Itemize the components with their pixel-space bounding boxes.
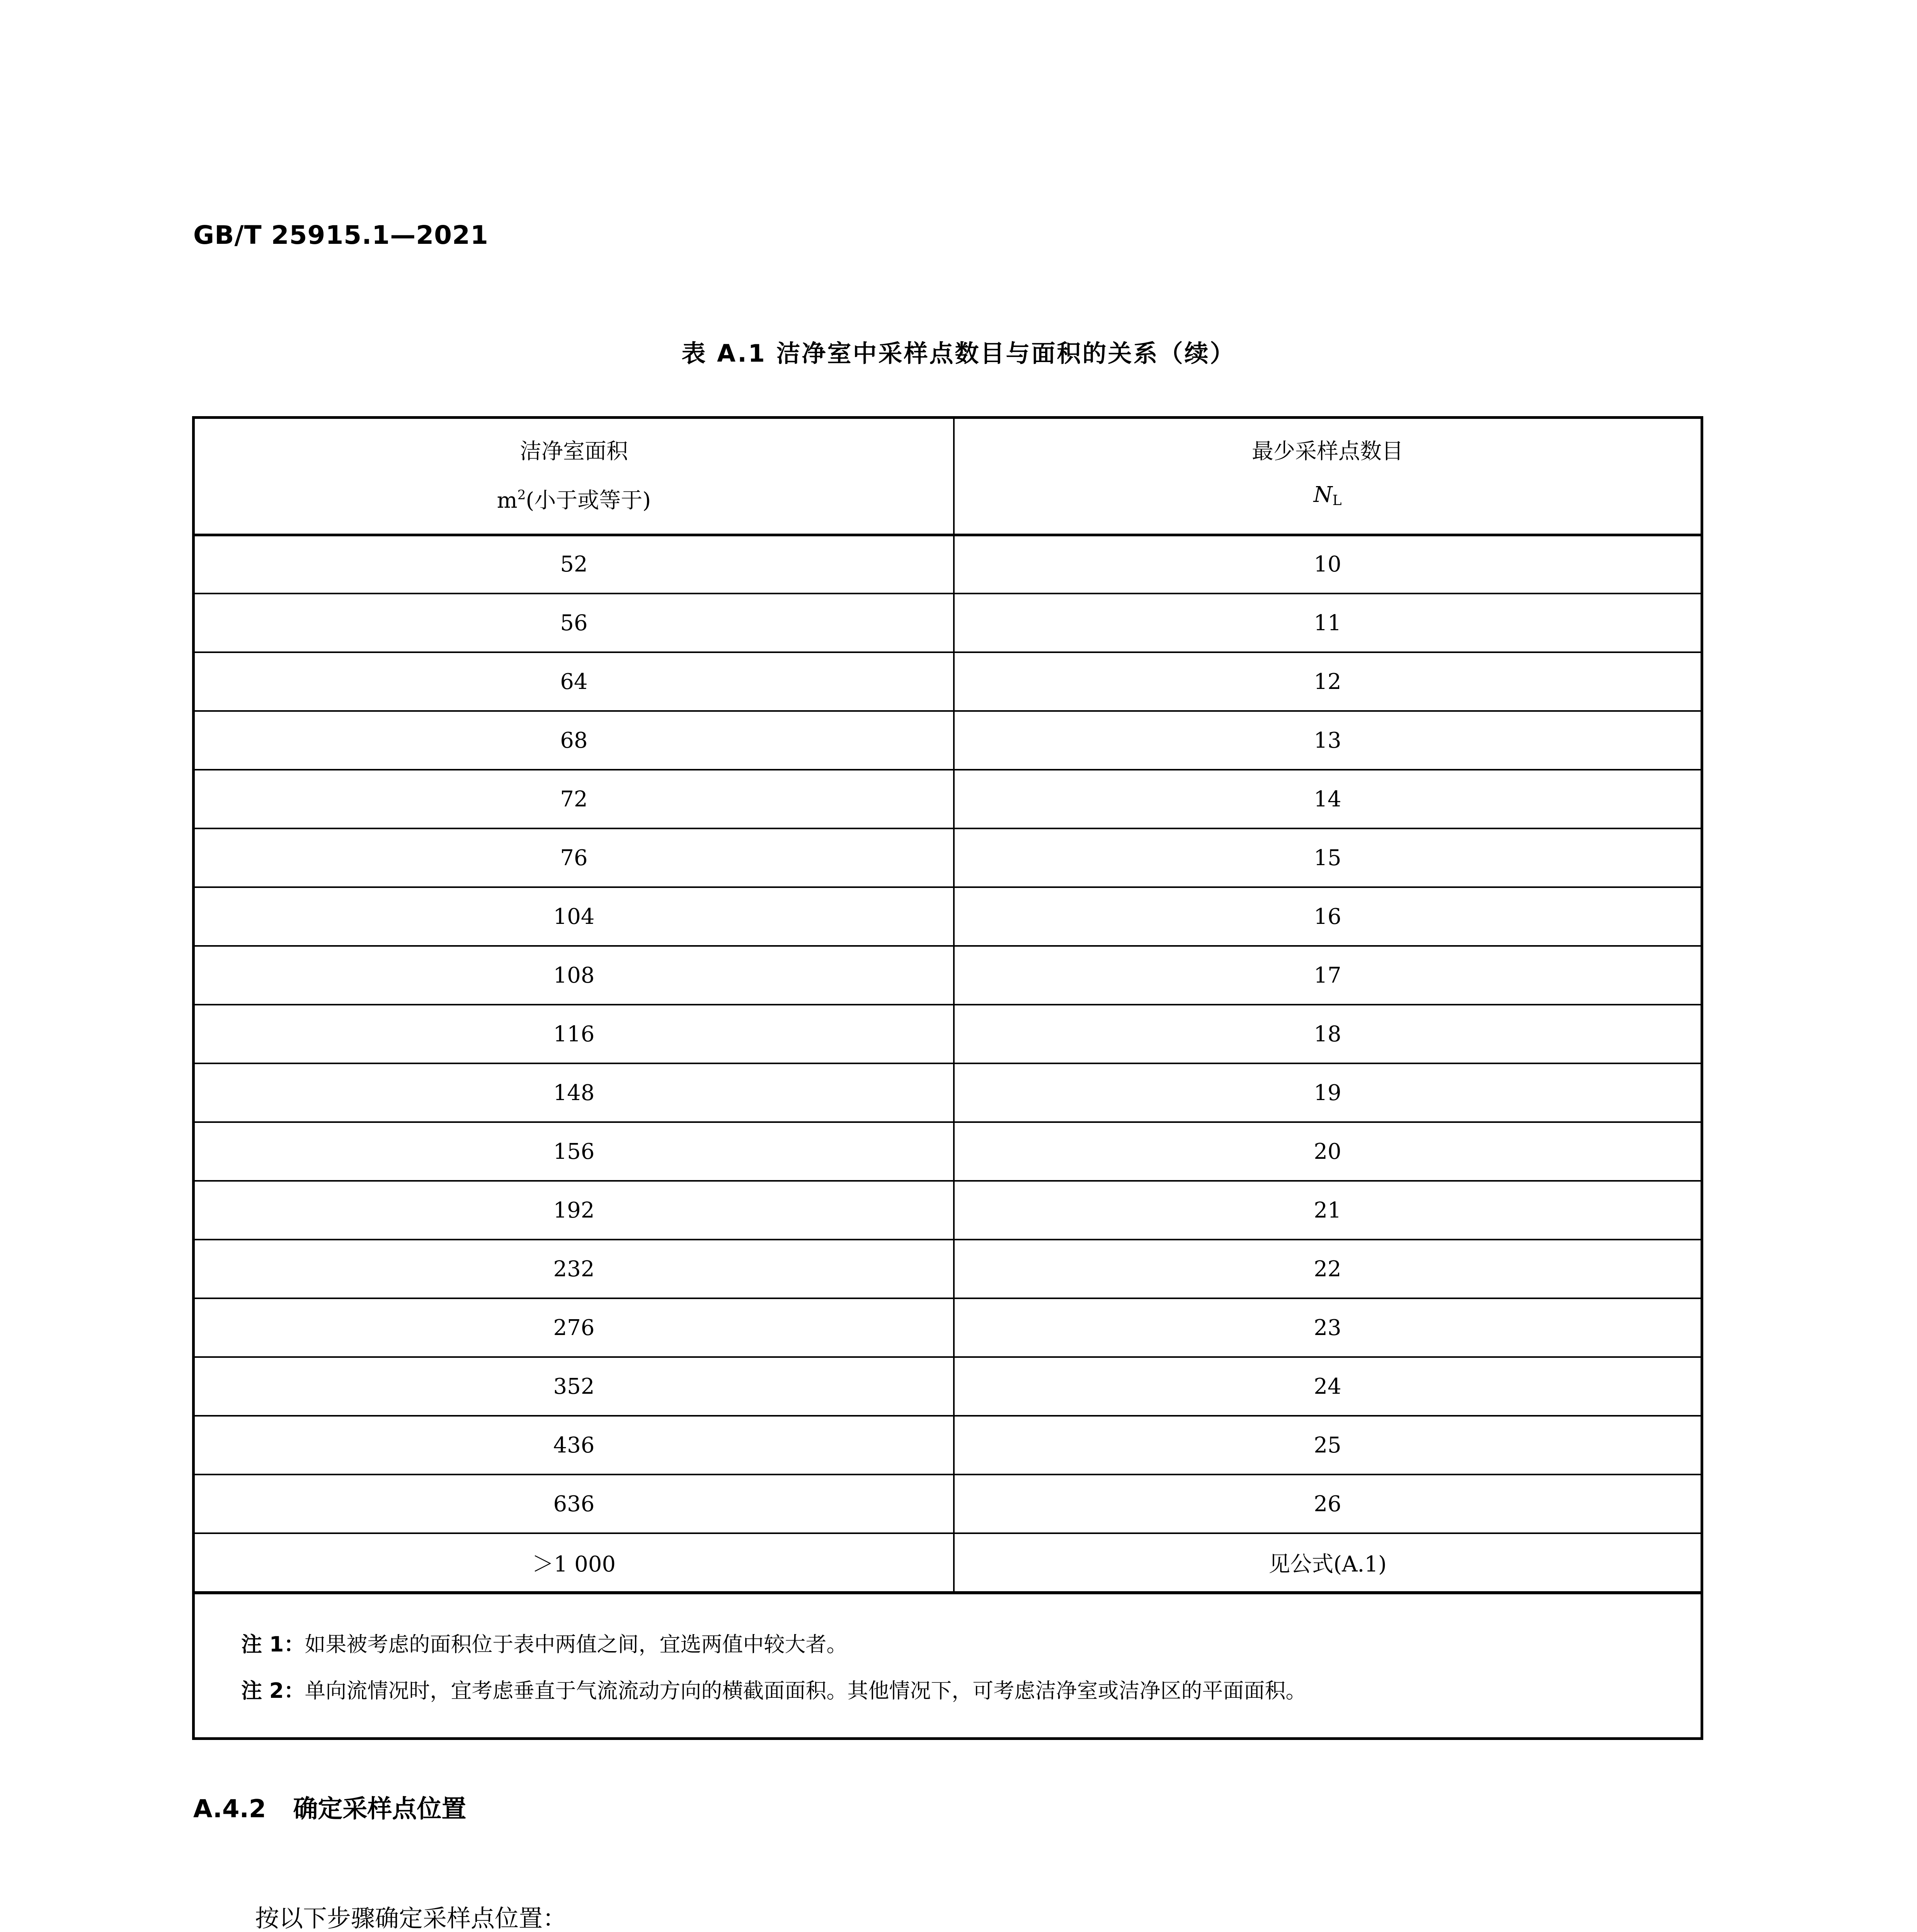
area-cell: 636 <box>195 1475 954 1533</box>
points-cell: 26 <box>954 1475 1701 1533</box>
points-cell: 13 <box>954 711 1701 770</box>
area-cell: 72 <box>195 770 954 828</box>
table-row <box>195 594 1701 652</box>
points-cell: 11 <box>954 594 1701 652</box>
col-area-header <box>195 419 954 535</box>
area-cell: 436 <box>195 1416 954 1475</box>
col-area-header-line1: 洁净室面积 <box>519 439 628 464</box>
points-cell: 20 <box>954 1122 1701 1181</box>
area-cell: 148 <box>195 1063 954 1122</box>
table-row <box>195 1357 1701 1416</box>
points-cell: 25 <box>954 1416 1701 1475</box>
standard-id: GB/T 25915.1—2021 <box>193 220 489 250</box>
section-a42-heading <box>193 1789 466 1825</box>
table-row <box>195 1298 1701 1357</box>
note-label: 注 2： <box>241 1679 305 1703</box>
area-cell: 156 <box>195 1122 954 1181</box>
area-cell: 276 <box>195 1298 954 1357</box>
points-cell: 12 <box>954 652 1701 711</box>
area-cell: 104 <box>195 887 954 946</box>
table-row <box>195 1475 1701 1533</box>
col-area-header-line2 <box>195 473 953 522</box>
table-row <box>195 535 1701 594</box>
note-label: 注 1： <box>241 1632 305 1656</box>
table-row <box>195 887 1701 946</box>
table-row <box>195 946 1701 1005</box>
table-row <box>195 711 1701 770</box>
section-a42-title: 确定采样点位置 <box>293 1795 466 1823</box>
col-points-subscript: L <box>1332 492 1342 509</box>
table-row <box>195 1533 1701 1592</box>
data-table-frame <box>192 416 1703 1740</box>
area-cell: 232 <box>195 1240 954 1298</box>
col-area-unit-sup: 2 <box>517 487 526 503</box>
col-area-unit-rest: (小于或等于) <box>526 488 651 513</box>
points-cell: 23 <box>954 1298 1701 1357</box>
table-notes <box>195 1593 1701 1737</box>
area-cell: ＞1 000 <box>195 1533 954 1592</box>
table-row <box>195 1416 1701 1475</box>
points-cell: 见公式(A.1) <box>954 1533 1701 1592</box>
area-points-table <box>195 419 1701 1593</box>
note-text: 单向流情况时，宜考虑垂直于气流流动方向的横截面面积。其他情况下，可考虑洁净室或洁净区的平面面积。 <box>305 1679 1307 1703</box>
points-cell: 15 <box>954 828 1701 887</box>
col-points-symbol: N <box>1313 482 1333 507</box>
points-cell: 18 <box>954 1005 1701 1063</box>
table-row <box>195 1063 1701 1122</box>
points-cell: 16 <box>954 887 1701 946</box>
area-cell: 108 <box>195 946 954 1005</box>
points-cell: 19 <box>954 1063 1701 1122</box>
area-cell: 352 <box>195 1357 954 1416</box>
col-points-header-line1: 最少采样点数目 <box>1251 439 1403 464</box>
note-text: 如果被考虑的面积位于表中两值之间，宜选两值中较大者。 <box>305 1632 848 1656</box>
points-cell: 24 <box>954 1357 1701 1416</box>
table-row <box>195 1181 1701 1240</box>
points-cell: 14 <box>954 770 1701 828</box>
table-note <box>241 1668 1685 1714</box>
table-row <box>195 652 1701 711</box>
points-cell: 21 <box>954 1181 1701 1240</box>
area-cell: 64 <box>195 652 954 711</box>
area-cell: 56 <box>195 594 954 652</box>
table-note <box>241 1621 1685 1668</box>
table-row <box>195 828 1701 887</box>
table-title: 表 A.1 洁净室中采样点数目与面积的关系（续） <box>681 339 1236 367</box>
points-cell: 17 <box>954 946 1701 1005</box>
area-cell: 116 <box>195 1005 954 1063</box>
points-cell: 22 <box>954 1240 1701 1298</box>
col-points-header <box>954 419 1701 535</box>
col-area-unit-m: m <box>497 488 518 513</box>
table-row <box>195 1122 1701 1181</box>
area-cell: 192 <box>195 1181 954 1240</box>
col-points-header-line2 <box>955 473 1701 522</box>
area-cell: 76 <box>195 828 954 887</box>
table-row <box>195 1240 1701 1298</box>
table-row <box>195 770 1701 828</box>
table-row <box>195 1005 1701 1063</box>
section-a42-number: A.4.2 <box>193 1795 266 1823</box>
table-header-row <box>195 419 1701 535</box>
area-cell: 68 <box>195 711 954 770</box>
table-body <box>195 535 1701 1592</box>
section-a42-intro: 按以下步骤确定采样点位置： <box>255 1904 567 1932</box>
points-cell: 10 <box>954 535 1701 594</box>
area-cell: 52 <box>195 535 954 594</box>
